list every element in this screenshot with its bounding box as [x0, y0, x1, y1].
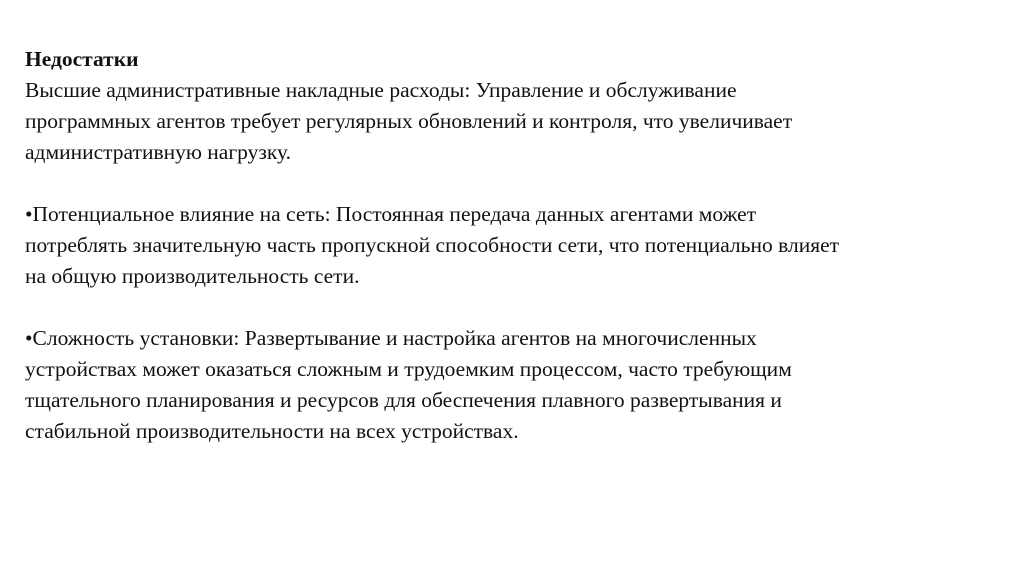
paragraph-spacer — [25, 292, 985, 323]
bullet-network-impact: •Потенциальное влияние на сеть: Постоянная передача данных агентами может потреблять значительную часть пропускной способности сети, что потенциально влияет на общую производительность сети. — [25, 202, 840, 288]
slide-heading: Недостатки — [25, 47, 139, 71]
paragraph-spacer — [25, 168, 985, 199]
intro-paragraph: Высшие административные накладные расходы: Управление и обслуживание программных агентов требует регулярных обновлений и контроля, что увеличивает административную нагрузку. — [25, 78, 793, 164]
bullet-installation-complexity: •Сложность установки: Развертывание и настройка агентов на многочисленных устройствах может оказаться сложным и трудоемким процессом, часто требующим тщательного планирования и ресурсов для обеспечения плавного развертывания и стабильной производительности на всех устройствах. — [25, 326, 792, 443]
slide-content — [25, 44, 985, 447]
